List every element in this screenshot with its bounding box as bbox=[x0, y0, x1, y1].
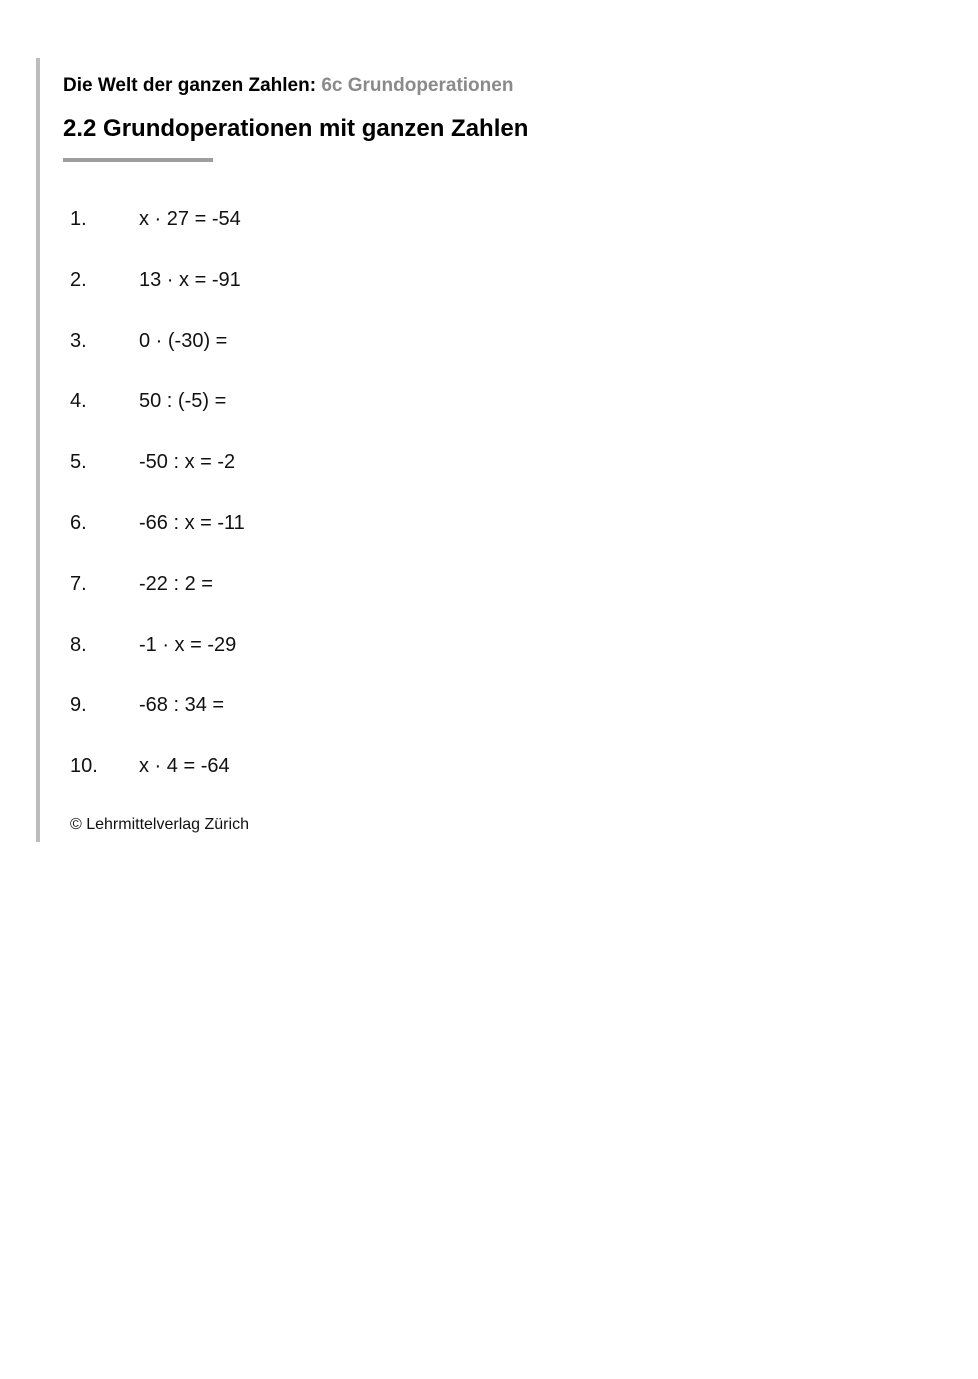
exercise-number: 5. bbox=[70, 451, 87, 474]
exercise-number: 2. bbox=[70, 268, 87, 291]
exercise-item bbox=[70, 205, 245, 266]
page-header bbox=[63, 74, 528, 144]
exercise-expression: -1 · x = -29 bbox=[139, 633, 237, 656]
exercise-item bbox=[70, 752, 245, 813]
exercise-number: 1. bbox=[70, 208, 87, 230]
exercise-item bbox=[70, 266, 245, 327]
title-underline bbox=[63, 158, 213, 162]
exercise-expression: -66 : x = -11 bbox=[139, 511, 245, 534]
exercise-item bbox=[70, 631, 245, 692]
exercise-number: 3. bbox=[70, 329, 87, 352]
exercise-number: 7. bbox=[70, 572, 87, 595]
exercise-item bbox=[70, 509, 245, 570]
exercise-number: 6. bbox=[70, 511, 87, 534]
exercise-expression: 0 · (-30) = bbox=[139, 329, 228, 352]
exercise-expression: -50 : x = -2 bbox=[139, 451, 236, 474]
exercise-list bbox=[70, 205, 245, 813]
left-margin-bar bbox=[36, 58, 40, 842]
exercise-item bbox=[70, 387, 245, 448]
exercise-number: 10. bbox=[70, 755, 98, 778]
exercise-expression: -68 : 34 = bbox=[139, 694, 225, 717]
exercise-item bbox=[70, 448, 245, 509]
copyright-footer: © Lehrmittelverlag Zürich bbox=[70, 816, 249, 833]
series-subtitle: 6c Grundoperationen bbox=[321, 75, 514, 96]
series-kicker bbox=[63, 74, 528, 98]
exercise-expression: x · 27 = -54 bbox=[139, 208, 241, 230]
exercise-number: 9. bbox=[70, 694, 87, 717]
exercise-expression: x · 4 = -64 bbox=[139, 755, 230, 778]
exercise-number: 4. bbox=[70, 390, 87, 413]
page-title: 2.2 Grundoperationen mit ganzen Zahlen bbox=[63, 115, 529, 142]
exercise-number: 8. bbox=[70, 633, 87, 656]
exercise-item bbox=[70, 570, 245, 631]
exercise-item bbox=[70, 327, 245, 388]
series-title: Die Welt der ganzen Zahlen: bbox=[63, 75, 317, 96]
exercise-expression: -22 : 2 = bbox=[139, 572, 213, 595]
exercise-item bbox=[70, 691, 245, 752]
exercise-expression: 13 · x = -91 bbox=[139, 268, 241, 291]
exercise-expression: 50 : (-5) = bbox=[139, 390, 227, 413]
